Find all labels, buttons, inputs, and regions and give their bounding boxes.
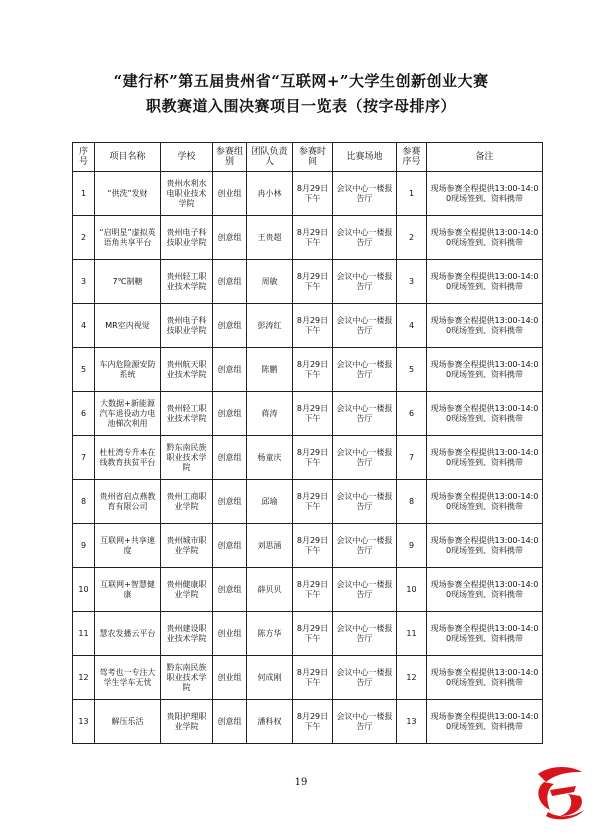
cell-school: 贵州轻工职业技术学院: [161, 260, 213, 304]
cell-index: 2: [73, 216, 95, 260]
cell-school: 贵州水利水电职业技术学院: [161, 172, 213, 216]
cell-time: 8月29日下午: [293, 216, 333, 260]
cell-remark: 现场参赛全程提供13:00-14:00现场签到、资料携带: [427, 436, 543, 480]
cell-index: 5: [73, 348, 95, 392]
col-header-venue: 比赛场地: [333, 143, 397, 172]
col-header-time: 参赛时间: [293, 143, 333, 172]
col-header-group: 参赛组别: [213, 143, 247, 172]
page-number: 19: [294, 777, 308, 788]
cell-venue: 会议中心一楼报告厅: [333, 524, 397, 568]
cell-order: 7: [397, 436, 427, 480]
cell-order: 1: [397, 172, 427, 216]
cell-index: 13: [73, 700, 95, 744]
cell-time: 8月29日下午: [293, 524, 333, 568]
cell-time: 8月29日下午: [293, 480, 333, 524]
cell-order: 8: [397, 480, 427, 524]
cell-venue: 会议中心一楼报告厅: [333, 436, 397, 480]
cell-order: 2: [397, 216, 427, 260]
cell-time: 8月29日下午: [293, 172, 333, 216]
logo-stroke-right: [560, 794, 582, 816]
cell-project: 大数据+新能源汽车退役动力电池梯次利用: [95, 392, 161, 436]
cell-group: 创意组: [213, 216, 247, 260]
cell-venue: 会议中心一楼报告厅: [333, 700, 397, 744]
cell-remark: 现场参赛全程提供13:00-14:00现场签到、资料携带: [427, 260, 543, 304]
cell-index: 8: [73, 480, 95, 524]
cell-project: MR室内视觉: [95, 304, 161, 348]
cell-group: 创意组: [213, 480, 247, 524]
cell-remark: 现场参赛全程提供13:00-14:00现场签到、资料携带: [427, 700, 543, 744]
cell-project: 车内危险源安防系统: [95, 348, 161, 392]
cell-group: 创意组: [213, 568, 247, 612]
page-title-line2: 职教赛道入围决赛项目一览表（按字母排序）: [145, 97, 456, 115]
cell-time: 8月29日下午: [293, 392, 333, 436]
cell-school: 贵州电子科技职业学院: [161, 216, 213, 260]
cell-index: 12: [73, 656, 95, 700]
cell-order: 13: [397, 700, 427, 744]
cell-time: 8月29日下午: [293, 700, 333, 744]
cell-remark: 现场参赛全程提供13:00-14:00现场签到、资料携带: [427, 480, 543, 524]
table-header-row: [73, 143, 543, 172]
cell-school: 黔东南民族职业技术学院: [161, 436, 213, 480]
logo-stroke-top: [538, 767, 582, 782]
cell-leader: 邱瑜: [247, 480, 293, 524]
cell-order: 3: [397, 260, 427, 304]
cell-school: 贵州城市职业学院: [161, 524, 213, 568]
col-header-project: 项目名称: [95, 143, 161, 172]
table-row: [73, 392, 543, 436]
cell-leader: 蒋涛: [247, 392, 293, 436]
cell-project: 互联网+智慧健康: [95, 568, 161, 612]
cell-venue: 会议中心一楼报告厅: [333, 480, 397, 524]
cell-index: 4: [73, 304, 95, 348]
cell-group: 创意组: [213, 524, 247, 568]
cell-index: 6: [73, 392, 95, 436]
cell-leader: 王贵超: [247, 216, 293, 260]
cell-remark: 现场参赛全程提供13:00-14:00现场签到、资料携带: [427, 348, 543, 392]
cell-leader: 潘科权: [247, 700, 293, 744]
cell-school: 贵州电子科技职业学院: [161, 304, 213, 348]
col-header-order: 参赛序号: [397, 143, 427, 172]
cell-school: 贵州航天职业技术学院: [161, 348, 213, 392]
table-row: [73, 656, 543, 700]
cell-venue: 会议中心一楼报告厅: [333, 216, 397, 260]
cell-time: 8月29日下午: [293, 348, 333, 392]
cell-project: 贵州省启点燕教育有限公司: [95, 480, 161, 524]
red-logo-icon: [528, 760, 590, 822]
table-row: [73, 568, 543, 612]
page-title-line1: “建行杯”第五届贵州省“互联网+”大学生创新创业大赛: [113, 72, 489, 90]
cell-group: 创意组: [213, 700, 247, 744]
cell-leader: 彭涛红: [247, 304, 293, 348]
table-row: [73, 436, 543, 480]
cell-school: 贵阳护理职业学院: [161, 700, 213, 744]
table-row: [73, 172, 543, 216]
col-header-school: 学校: [161, 143, 213, 172]
cell-order: 10: [397, 568, 427, 612]
cell-project: 7℃制糖: [95, 260, 161, 304]
cell-project: 解压乐活: [95, 700, 161, 744]
cell-project: 杜杜湾专升本在线教育扶贫平台: [95, 436, 161, 480]
cell-time: 8月29日下午: [293, 568, 333, 612]
cell-venue: 会议中心一楼报告厅: [333, 260, 397, 304]
cell-venue: 会议中心一楼报告厅: [333, 304, 397, 348]
table-row: [73, 524, 543, 568]
cell-group: 创业组: [213, 172, 247, 216]
cell-remark: 现场参赛全程提供13:00-14:00现场签到、资料携带: [427, 392, 543, 436]
cell-index: 3: [73, 260, 95, 304]
cell-group: 创意组: [213, 348, 247, 392]
col-header-index: 序号: [73, 143, 95, 172]
cell-leader: 刘思涵: [247, 524, 293, 568]
cell-remark: 现场参赛全程提供13:00-14:00现场签到、资料携带: [427, 524, 543, 568]
cell-order: 12: [397, 656, 427, 700]
cell-group: 创业组: [213, 612, 247, 656]
table-row: [73, 304, 543, 348]
table-row: [73, 260, 543, 304]
cell-leader: 杨童庆: [247, 436, 293, 480]
cell-time: 8月29日下午: [293, 436, 333, 480]
cell-order: 6: [397, 392, 427, 436]
cell-leader: 何成刚: [247, 656, 293, 700]
cell-time: 8月29日下午: [293, 260, 333, 304]
cell-time: 8月29日下午: [293, 612, 333, 656]
cell-index: 7: [73, 436, 95, 480]
cell-leader: 陈方华: [247, 612, 293, 656]
cell-remark: 现场参赛全程提供13:00-14:00现场签到、资料携带: [427, 304, 543, 348]
col-header-leader: 团队负责人: [247, 143, 293, 172]
cell-project: “启明星”虚拟英语角共享平台: [95, 216, 161, 260]
finalists-table: [72, 142, 543, 744]
cell-leader: 周敏: [247, 260, 293, 304]
cell-order: 5: [397, 348, 427, 392]
cell-venue: 会议中心一楼报告厅: [333, 392, 397, 436]
cell-leader: 陈鹏: [247, 348, 293, 392]
cell-time: 8月29日下午: [293, 304, 333, 348]
cell-school: 贵州健康职业学院: [161, 568, 213, 612]
cell-remark: 现场参赛全程提供13:00-14:00现场签到、资料携带: [427, 612, 543, 656]
cell-project: 慧农发播云平台: [95, 612, 161, 656]
cell-group: 创意组: [213, 436, 247, 480]
cell-order: 11: [397, 612, 427, 656]
cell-remark: 现场参赛全程提供13:00-14:00现场签到、资料携带: [427, 568, 543, 612]
cell-school: 贵州建设职业技术学院: [161, 612, 213, 656]
cell-remark: 现场参赛全程提供13:00-14:00现场签到、资料携带: [427, 216, 543, 260]
cell-group: 创意组: [213, 392, 247, 436]
cell-index: 9: [73, 524, 95, 568]
table-body: [73, 172, 543, 744]
cell-index: 11: [73, 612, 95, 656]
cell-remark: 现场参赛全程提供13:00-14:00现场签到、资料携带: [427, 656, 543, 700]
cell-leader: 冉小林: [247, 172, 293, 216]
cell-remark: 现场参赛全程提供13:00-14:00现场签到、资料携带: [427, 172, 543, 216]
logo-stroke-left: [538, 782, 554, 810]
cell-index: 10: [73, 568, 95, 612]
table-row: [73, 348, 543, 392]
table-row: [73, 612, 543, 656]
cell-project: 互联网+共享速度: [95, 524, 161, 568]
cell-venue: 会议中心一楼报告厅: [333, 656, 397, 700]
cell-venue: 会议中心一楼报告厅: [333, 348, 397, 392]
cell-group: 创意组: [213, 304, 247, 348]
cell-index: 1: [73, 172, 95, 216]
cell-school: 黔东南民族职业技术学院: [161, 656, 213, 700]
col-header-remark: 备注: [427, 143, 543, 172]
cell-venue: 会议中心一楼报告厅: [333, 568, 397, 612]
cell-group: 创意组: [213, 260, 247, 304]
table-row: [73, 480, 543, 524]
cell-venue: 会议中心一楼报告厅: [333, 612, 397, 656]
cell-venue: 会议中心一楼报告厅: [333, 172, 397, 216]
cell-order: 9: [397, 524, 427, 568]
cell-leader: 薛贝贝: [247, 568, 293, 612]
table-row: [73, 216, 543, 260]
cell-time: 8月29日下午: [293, 656, 333, 700]
cell-project: “供洗”发财: [95, 172, 161, 216]
table-row: [73, 700, 543, 744]
cell-group: 创业组: [213, 656, 247, 700]
cell-school: 贵州轻工职业技术学院: [161, 392, 213, 436]
cell-order: 4: [397, 304, 427, 348]
cell-project: 驾考也一专注大学生学车无忧: [95, 656, 161, 700]
logo-stroke-mid: [550, 786, 576, 796]
cell-school: 贵州工商职业学院: [161, 480, 213, 524]
